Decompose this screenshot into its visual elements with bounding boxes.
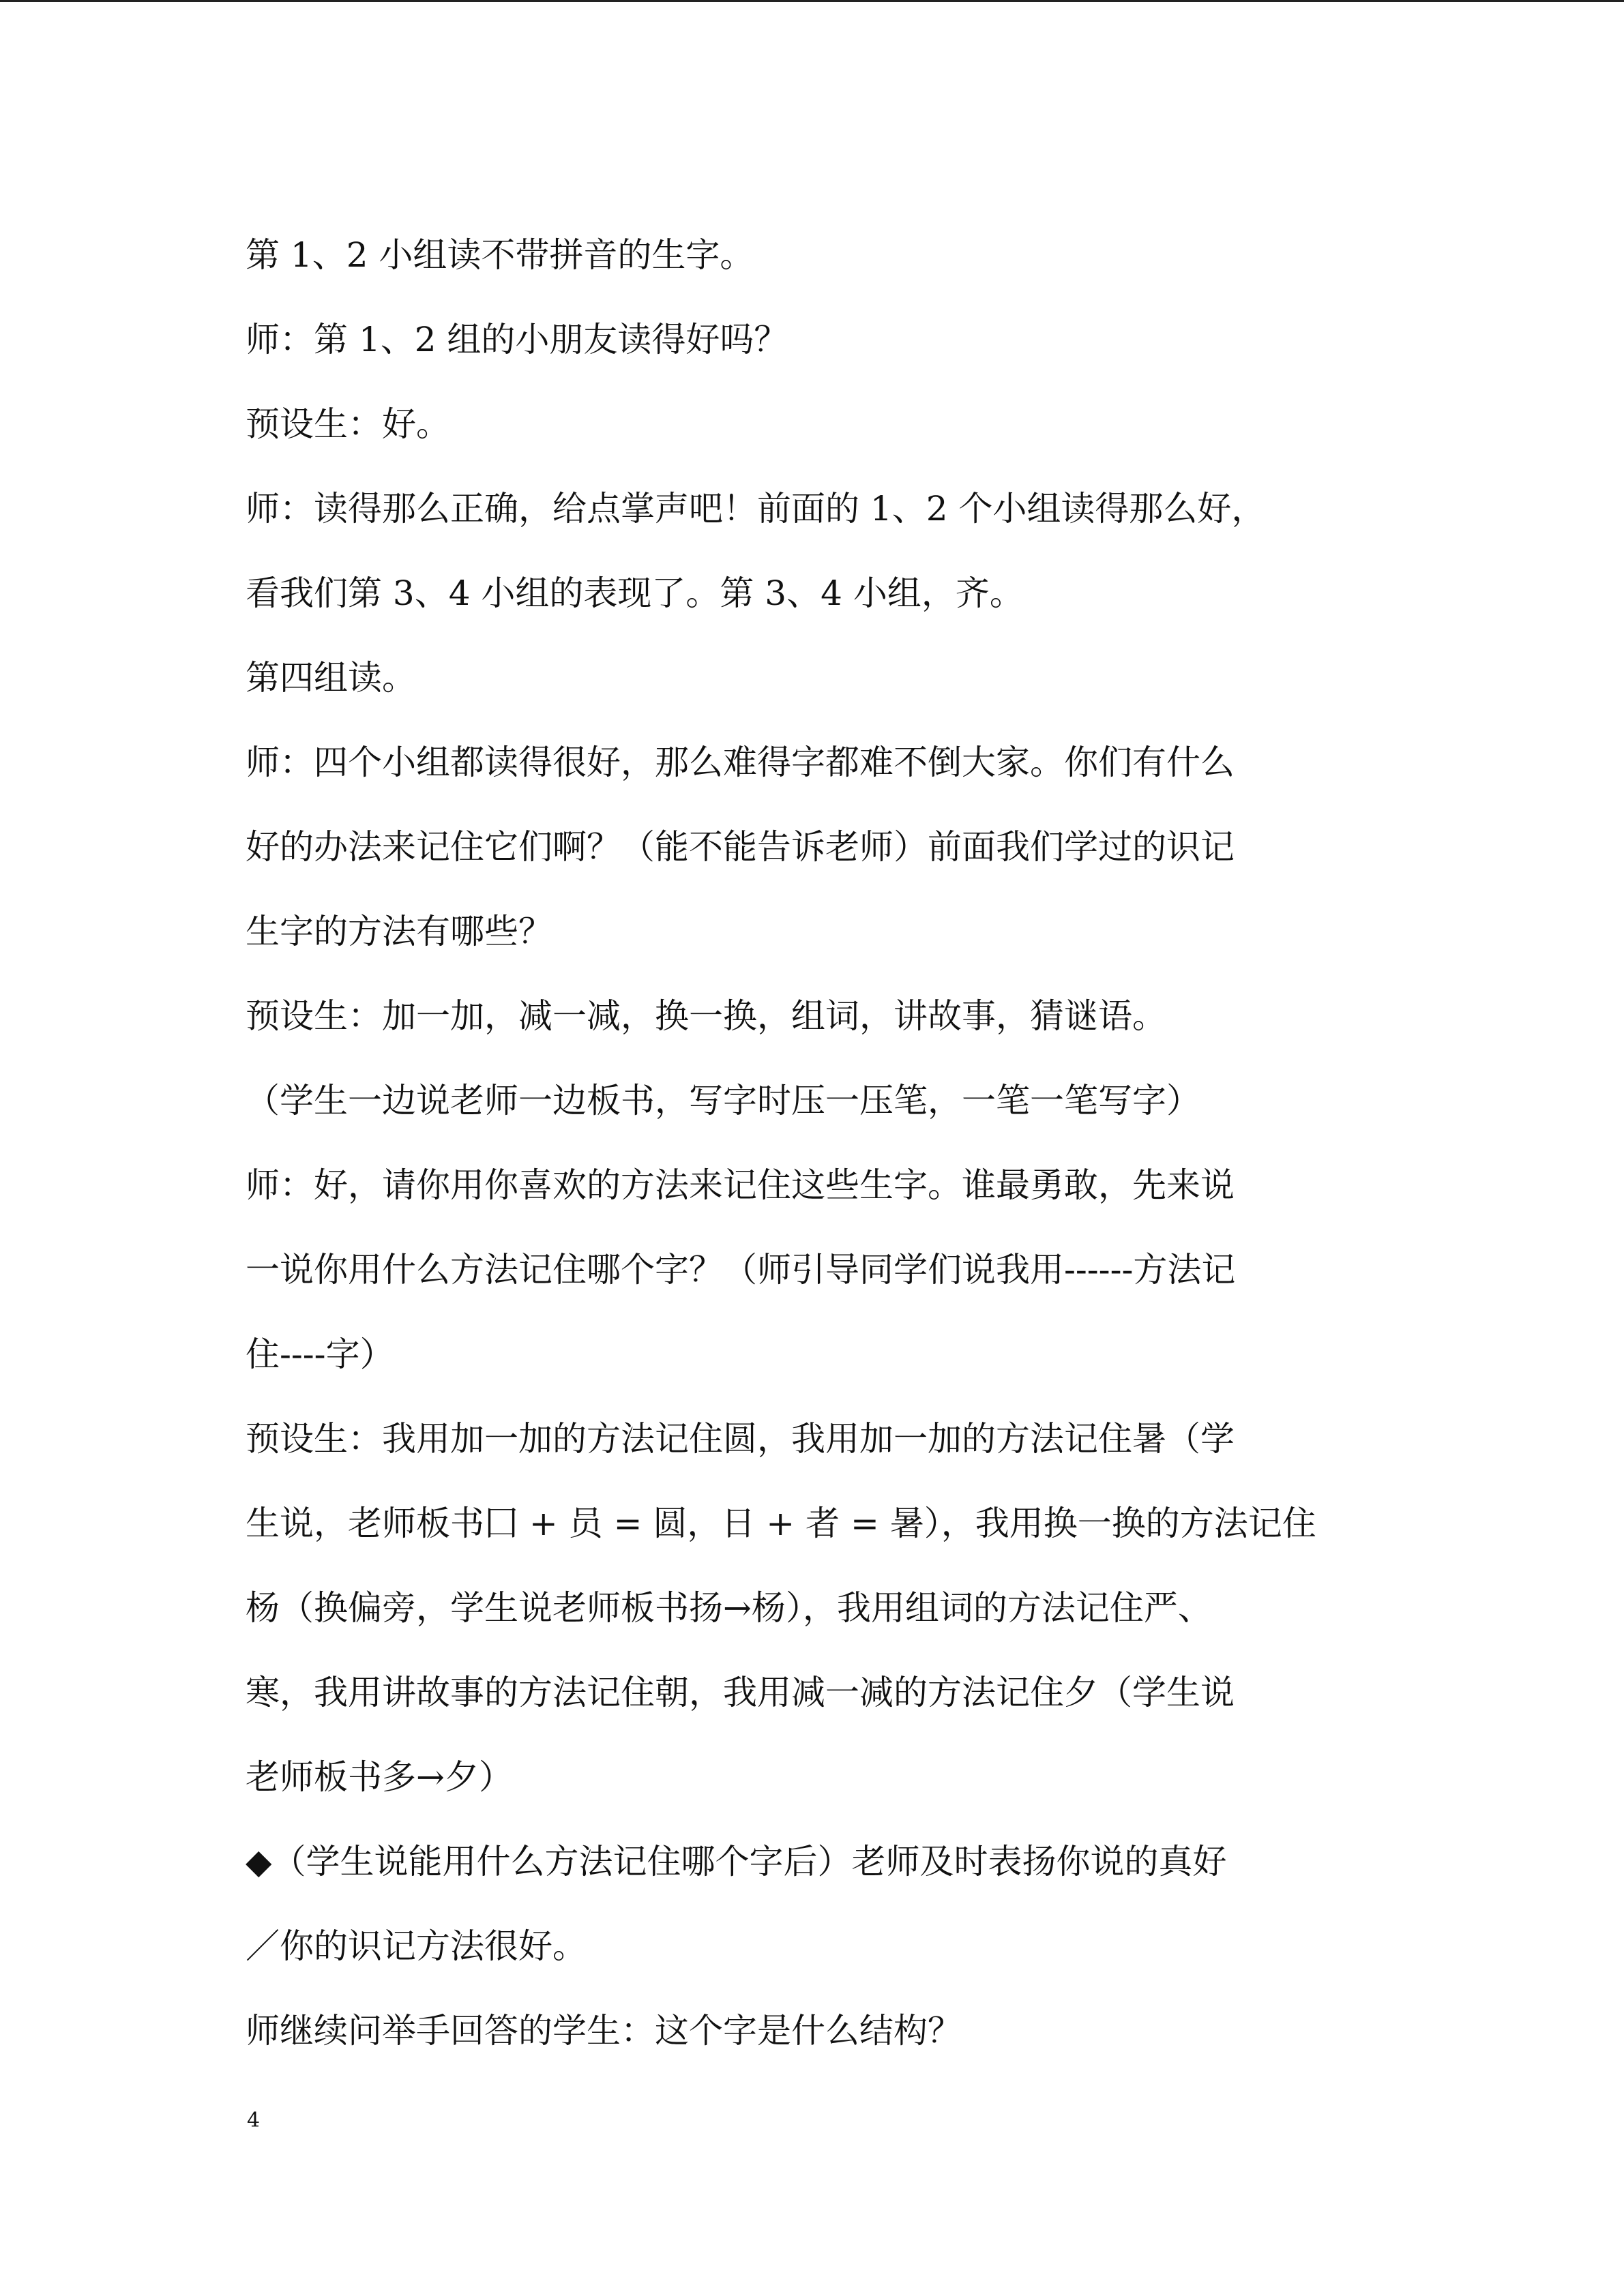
text-line: 寒，我用讲故事的方法记住朝，我用减一减的方法记住夕（学生说: [246, 1673, 1235, 1712]
text-line: 第 1、2 小组读不带拼音的生字。: [246, 235, 754, 275]
text-line: 预设生：加一加，减一减，换一换，组词，讲故事，猜谜语。: [246, 996, 1166, 1036]
text-line: 第四组读。: [246, 658, 416, 698]
text-line: 老师板书多→夕）: [246, 1757, 513, 1797]
page-number: 4: [247, 2108, 261, 2132]
text-line: 杨（换偏旁，学生说老师板书扬→杨），我用组词的方法记住严、: [246, 1588, 1212, 1628]
text-line: 师继续问举手回答的学生：这个字是什么结构？: [246, 2011, 962, 2051]
text-line: ／你的识记方法很好。: [246, 1926, 587, 1966]
text-line: 预设生：好。: [246, 404, 450, 444]
text-line: 师：好，请你用你喜欢的方法来记住这些生字。谁最勇敢，先来说: [246, 1165, 1235, 1205]
text-line: 生说，老师板书囗 + 员 = 圆，日 + 者 = 暑），我用换一换的方法记住: [246, 1504, 1316, 1543]
text-line: 看我们第 3、4 小组的表现了。第 3、4 小组，齐。: [246, 573, 1024, 613]
text-line: 师：四个小组都读得很好，那么难得字都难不倒大家。你们有什么: [246, 743, 1235, 782]
top-border-line: [0, 0, 1624, 2]
text-line: 师：第 1、2 组的小朋友读得好吗？: [246, 320, 788, 359]
text-line: （学生一边说老师一边板书，写字时压一压笔，一笔一笔写字）: [246, 1081, 1200, 1120]
text-line: ◆（学生说能用什么方法记住哪个字后）老师及时表扬你说的真好: [246, 1842, 1227, 1881]
text-line: 好的办法来记住它们啊？（能不能告诉老师）前面我们学过的识记: [246, 827, 1235, 867]
text-line: 师：读得那么正确，给点掌声吧！前面的 1、2 个小组读得那么好，: [246, 489, 1266, 528]
text-line: 住----字）: [246, 1335, 394, 1374]
document-body: [246, 213, 1391, 2073]
text-line: 一说你用什么方法记住哪个字？（师引导同学们说我用------方法记: [246, 1250, 1236, 1289]
text-line: 生字的方法有哪些？: [246, 912, 552, 951]
text-line: 预设生：我用加一加的方法记住圆，我用加一加的方法记住暑（学: [246, 1419, 1235, 1459]
